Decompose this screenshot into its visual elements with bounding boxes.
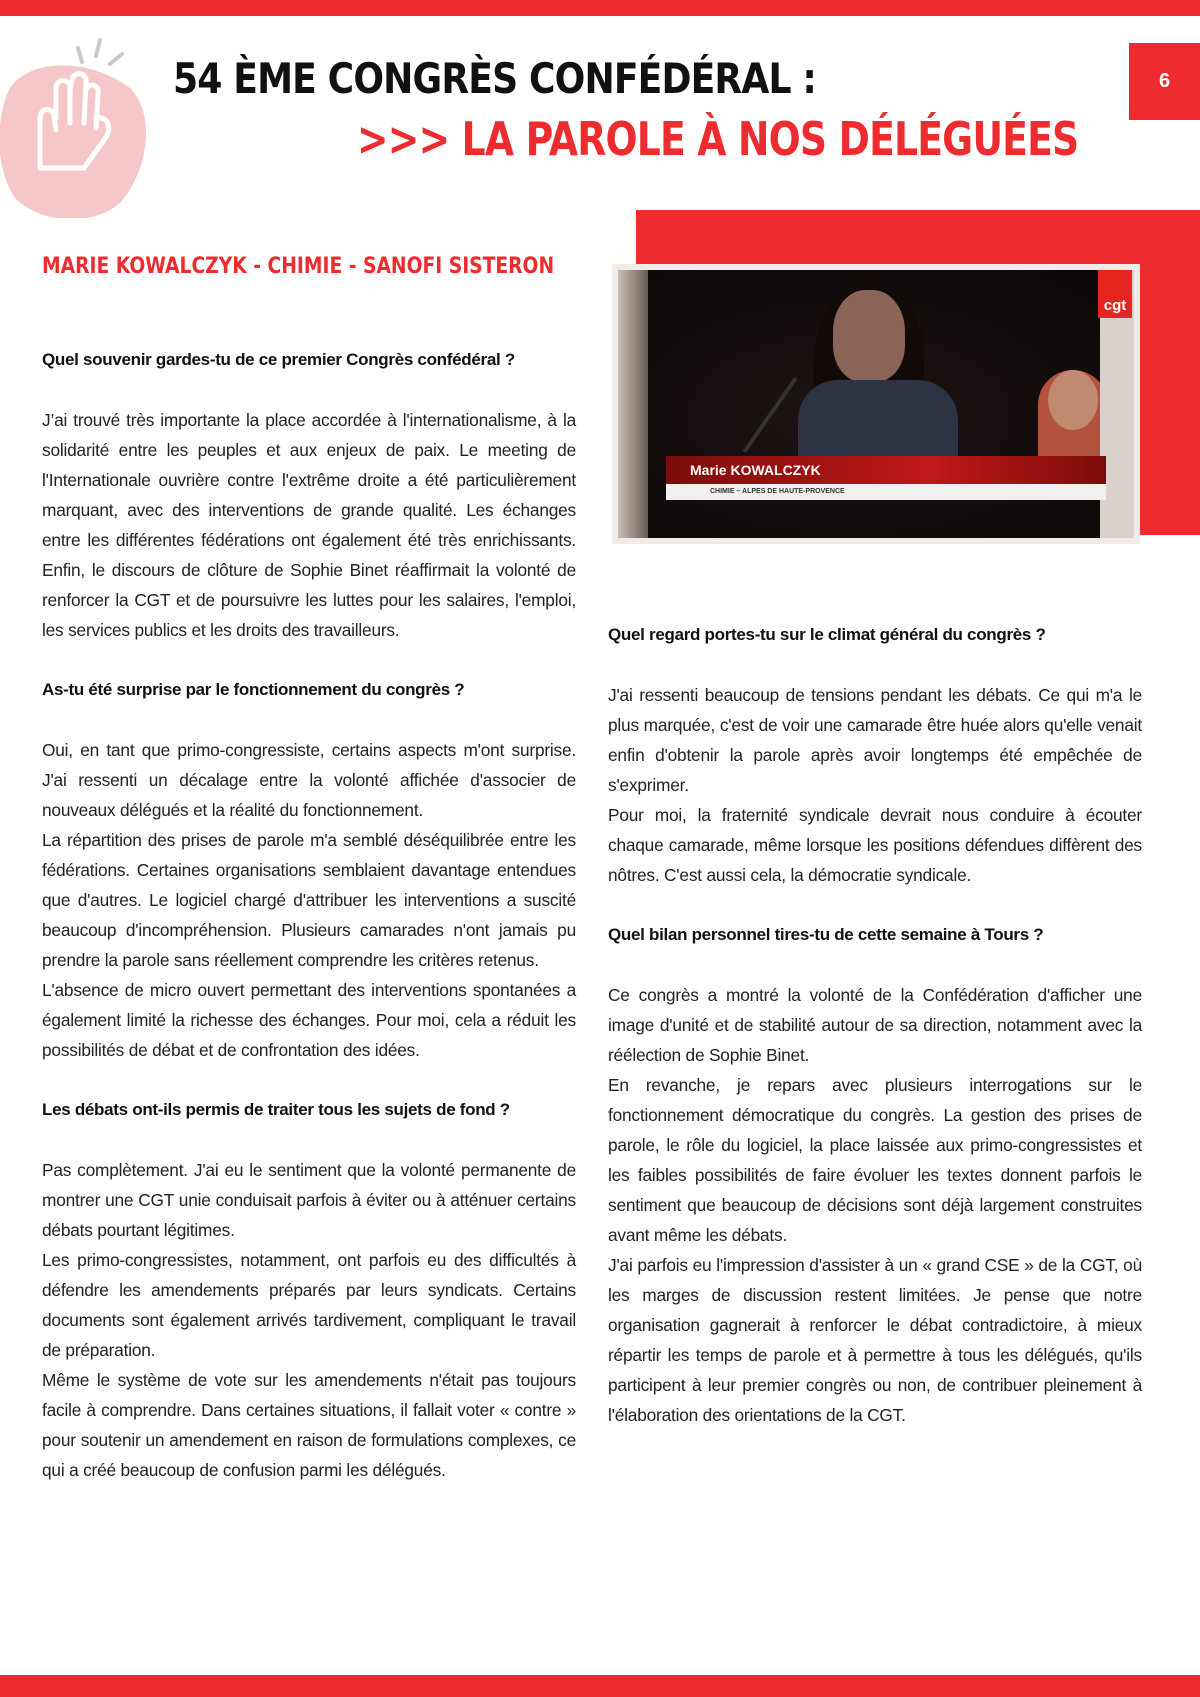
cgt-logo	[1098, 270, 1132, 318]
photo-side-light	[618, 270, 648, 538]
speaker-face	[833, 290, 905, 382]
caption-subtitle: CHIMIE – ALPES DE HAUTE-PROVENCE	[666, 484, 1106, 500]
speaker-photo	[618, 270, 1134, 538]
answer-paragraph: Ce congrès a montré la volonté de la Confédération d'afficher une image d'unité et de stabilité autour de sa direction, notamment avec la réélection de Sophie Binet.	[608, 985, 1142, 1065]
interviewee-heading: MARIE KOWALCZYK - CHIMIE - SANOFI SISTERON	[42, 254, 555, 279]
qa-block	[42, 345, 576, 645]
qa-block	[42, 1095, 576, 1485]
caption-name: Marie KOWALCZYK	[666, 456, 1106, 484]
answer-paragraph: Oui, en tant que primo-congressiste, certains aspects m'ont surprise. J'ai ressenti un décalage entre la volonté affichée d'associer de nouveaux délégués et la réalité du fonctionnement.	[42, 740, 576, 820]
answer-paragraph: En revanche, je repars avec plusieurs interrogations sur le fonctionnement démocratique du congrès. La gestion des prises de parole, le rôle du logiciel, la place laissée aux primo-congressistes et les faibles possibilités de faire évoluer les textes donnent parfois le sentiment que beaucoup de décisions sont déjà largement construites avant même les débats.	[608, 1075, 1142, 1245]
page-title-line1: 54 ÈME CONGRÈS CONFÉDÉRAL :	[173, 54, 816, 103]
qa-block	[608, 920, 1142, 1430]
qa-block	[608, 620, 1142, 890]
raised-fist-icon	[0, 18, 160, 218]
question: Les débats ont-ils permis de traiter tous les sujets de fond ?	[42, 1100, 510, 1119]
answer-paragraph: Même le système de vote sur les amendements n'était pas toujours facile à comprendre. Dans certaines situations, il fallait voter « contre » pour soutenir un amendement en raison de formulations complexes, ce qui a créé beaucoup de confusion parmi les délégués.	[42, 1370, 576, 1480]
microphone-icon	[743, 377, 798, 453]
answer-paragraph: L'absence de micro ouvert permettant des interventions spontanées a également limité la richesse des échanges. Pour moi, cela a réduit les possibilités de débat et de confrontation des idées.	[42, 980, 576, 1060]
page-number-badge	[1129, 43, 1200, 120]
question: Quel regard portes-tu sur le climat général du congrès ?	[608, 625, 1046, 644]
background-person-head	[1048, 370, 1098, 430]
page-number: 6	[1158, 70, 1171, 92]
cgt-logo-text: cgt	[1103, 297, 1127, 314]
answer-paragraph: J'ai parfois eu l'impression d'assister à un « grand CSE » de la CGT, où les marges de discussion restent limitées. Je pense que notre organisation gagnerait à renforcer le débat contradictoire, à mieux répartir les temps de parole et à permettre à tous les délégués, qu'ils participent à leur premier congrès ou non, de contribuer pleinement à l'élaboration des orientations de la CGT.	[608, 1255, 1142, 1425]
qa-block	[42, 675, 576, 1065]
answer-paragraph: Les primo-congressistes, notamment, ont parfois eu des difficultés à défendre les amendements préparés par leurs syndicats. Certains documents sont également arrivés tardivement, compliquant le travail de préparation.	[42, 1250, 576, 1360]
answer-paragraph: Pour moi, la fraternité syndicale devrait nous conduire à écouter chaque camarade, même lorsque les positions défendues diffèrent des nôtres. C'est aussi cela, la démocratie syndicale.	[608, 805, 1142, 885]
answer-paragraph: Pas complètement. J'ai eu le sentiment que la volonté permanente de montrer une CGT unie conduisait parfois à éviter ou à atténuer certains débats pourtant légitimes.	[42, 1160, 576, 1240]
bottom-accent-bar	[0, 1675, 1200, 1697]
page-title-line2: >>> LA PAROLE À NOS DÉLÉGUÉES	[357, 112, 1079, 166]
answer-paragraph: La répartition des prises de parole m'a semblé déséquilibrée entre les fédérations. Certaines organisations semblaient davantage entendues que d'autres. Le logiciel chargé d'attribuer les interventions a suscité beaucoup d'incompréhension. Plusieurs camarades n'ont jamais pu prendre la parole sans réellement comprendre les critères retenus.	[42, 830, 576, 970]
answer-paragraph: J’ai trouvé très importante la place accordée à l'internationalisme, à la solidarité entre les peuples et aux enjeux de paix. Le meeting de l'Internationale ouvrière contre l'extrême droite a été particulièrement marquant, avec des interventions de grande qualité. Les échanges entre les différentes fédérations ont également été très enrichissants. Enfin, le discours de clôture de Sophie Binet réaffirmait la volonté de renforcer la CGT et de poursuivre les luttes pour les salaires, l'emploi, les services publics et les droits des travailleurs.	[42, 410, 576, 640]
photo-lower-third	[666, 456, 1106, 500]
question: As-tu été surprise par le fonctionnement du congrès ?	[42, 680, 465, 699]
question: Quel bilan personnel tires-tu de cette semaine à Tours ?	[608, 925, 1044, 944]
right-column	[608, 620, 1142, 1460]
question: Quel souvenir gardes-tu de ce premier Congrès confédéral ?	[42, 350, 515, 369]
left-column	[42, 345, 576, 1515]
top-accent-bar	[0, 0, 1200, 16]
answer-paragraph: J'ai ressenti beaucoup de tensions pendant les débats. Ce qui m'a le plus marquée, c'est de voir une camarade être huée alors qu'elle venait enfin d'obtenir la parole après avoir longtemps été empêchée de s'exprimer.	[608, 685, 1142, 795]
